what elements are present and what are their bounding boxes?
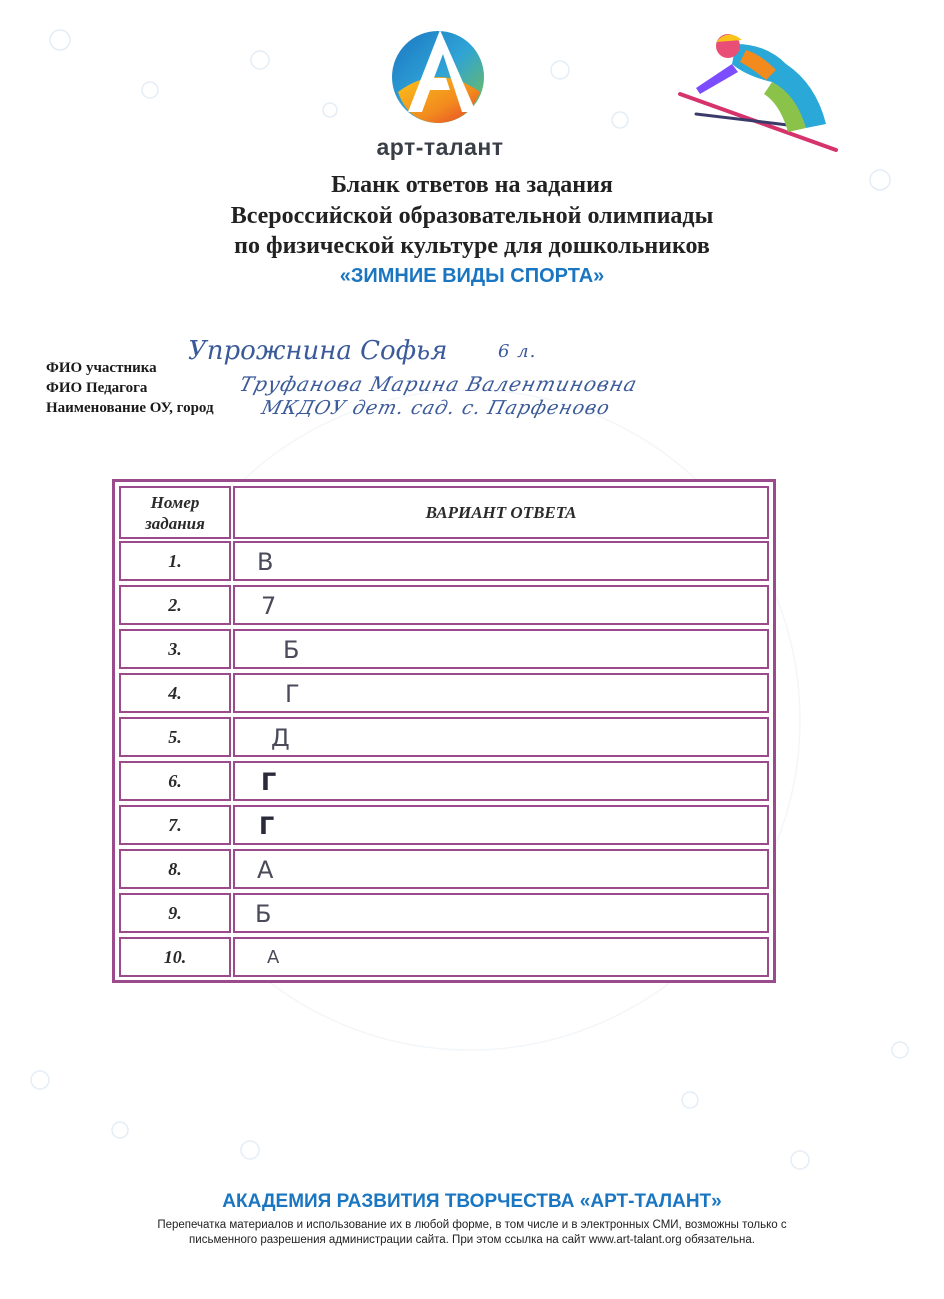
answer-cell[interactable] <box>233 673 769 713</box>
heading-line-3: по физической культуре для дошкольников <box>234 233 710 259</box>
heading-line-1: Бланк ответов на задания <box>331 172 613 198</box>
table-header-answer: ВАРИАНТ ОТВЕТА <box>233 486 769 539</box>
answer-value: Д <box>271 724 290 752</box>
answer-value: 7 <box>261 592 277 620</box>
answer-value: В <box>257 548 274 576</box>
task-number: 3. <box>119 629 231 669</box>
heading-line-2: Всероссийской образовательной олимпиады <box>230 203 714 229</box>
task-number: 10. <box>119 937 231 977</box>
footer-copyright-note <box>80 1218 864 1248</box>
task-number: 6. <box>119 761 231 801</box>
participant-name-handwritten[interactable]: Упрожнина Софья <box>188 336 448 366</box>
answer-value: Б <box>283 636 300 664</box>
logo-text: арт-талант <box>376 134 504 160</box>
organization-handwritten[interactable]: МКДОУ дет. сад. с. Парфеново <box>259 397 613 419</box>
footer-note-line-1: Перепечатка материалов и использование их в любой форме, в том числе и в электронных СМИ, возможны только с <box>157 1219 787 1231</box>
task-number: 4. <box>119 673 231 713</box>
answer-value: Г <box>259 812 275 840</box>
answer-cell[interactable] <box>233 629 769 669</box>
answer-cell[interactable] <box>233 805 769 845</box>
answer-cell[interactable] <box>233 893 769 933</box>
answer-cell[interactable] <box>233 849 769 889</box>
task-number: 1. <box>119 541 231 581</box>
answer-value: Г <box>285 680 300 708</box>
organization-label: Наименование ОУ, город <box>46 400 214 416</box>
answer-value: А <box>267 947 280 968</box>
answer-cell[interactable] <box>233 761 769 801</box>
answer-cell[interactable] <box>233 541 769 581</box>
teacher-label: ФИО Педагога <box>46 380 148 396</box>
answer-cell[interactable] <box>233 717 769 757</box>
participant-label: ФИО участника <box>46 360 157 376</box>
heading-olympiad-name: «ЗИМНИЕ ВИДЫ СПОРТА» <box>339 265 605 287</box>
answer-cell[interactable] <box>233 937 769 977</box>
answer-value: А <box>257 856 274 884</box>
answer-table <box>112 479 776 983</box>
footer-title: АКАДЕМИЯ РАЗВИТИЯ ТВОРЧЕСТВА «АРТ-ТАЛАНТ» <box>222 1191 722 1212</box>
task-number: 9. <box>119 893 231 933</box>
task-number: 8. <box>119 849 231 889</box>
answer-value: Г <box>261 768 277 796</box>
ski-jumper-illustration <box>676 24 846 154</box>
teacher-name-handwritten[interactable]: Труфанова Марина Валентиновна <box>237 372 641 396</box>
task-number: 5. <box>119 717 231 757</box>
footer-note-line-2: письменного разрешения администрации сайта. При этом ссылка на сайт www.art-talant.org обязательна. <box>189 1234 755 1246</box>
task-number: 2. <box>119 585 231 625</box>
art-talant-logo <box>388 22 488 132</box>
participant-age-handwritten[interactable]: 6 л. <box>498 341 537 362</box>
answer-cell[interactable] <box>233 585 769 625</box>
table-header-task-number: Номер задания <box>119 486 231 539</box>
answer-value: Б <box>255 900 272 928</box>
task-number: 7. <box>119 805 231 845</box>
